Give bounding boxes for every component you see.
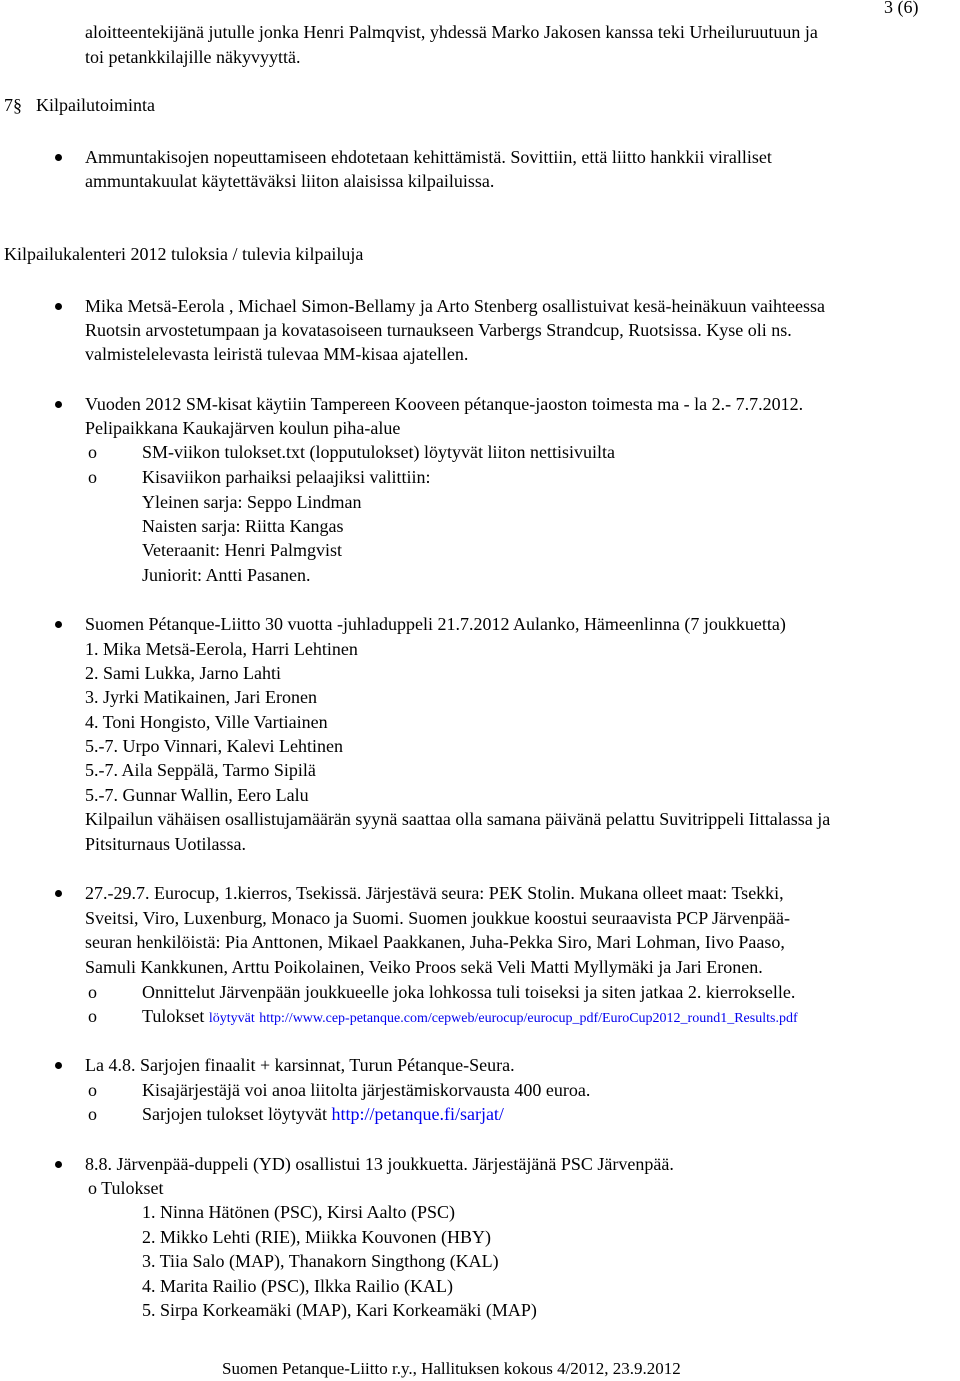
item4-sub1: Onnittelut Järvenpään joukkueelle joka lohkossa tuli toiseksi ja siten jatkaa 2. kierrokselle. [142, 982, 796, 1002]
sarjat-results-link[interactable]: http://petanque.fi/sarjat/ [331, 1104, 504, 1124]
section-number: 7§ [4, 95, 22, 115]
result-line: 4. Marita Railio (PSC), Ilkka Railio (KAL) [142, 1276, 453, 1296]
intro-line-1: aloitteentekijänä jutulle jonka Henri Palmqvist, yhdessä Marko Jakosen kanssa teki Urheiluruutuun ja [85, 22, 818, 42]
bullet-icon [55, 890, 62, 897]
footer: Suomen Petanque-Liitto r.y., Hallituksen kokous 4/2012, 23.9.2012 [222, 1359, 681, 1378]
item3-line: 5.-7. Gunnar Wallin, Eero Lalu [85, 785, 309, 805]
item6-sub: o Tulokset [88, 1178, 164, 1198]
item5-sub2 [142, 1102, 504, 1126]
bullet-icon [55, 303, 62, 310]
sub-bullet-icon: o [88, 1080, 97, 1100]
sub-bullet-icon: o [88, 467, 97, 487]
item1-line: Mika Metsä-Eerola , Michael Simon-Bellamy ja Arto Stenberg osallistuivat kesä-heinäkuun vaihteessa [85, 296, 825, 316]
item4-line: Samuli Kankkunen, Arttu Poikolainen, Veiko Proos sekä Veli Matti Myllymäki ja Jari Eronen. [85, 957, 763, 977]
item3-line: Suomen Pétanque-Liitto 30 vuotta -juhladuppeli 21.7.2012 Aulanko, Hämeenlinna (7 joukkuetta) [85, 614, 786, 634]
bullet-icon [55, 621, 62, 628]
item1-line: valmistelelevasta leiristä tulevaa MM-kisaa ajatellen. [85, 344, 469, 364]
sub-bullet-icon: o [88, 442, 97, 462]
item3-line: 3. Jyrki Matikainen, Jari Eronen [85, 687, 317, 707]
results-label: Tulokset [142, 1006, 205, 1026]
winner-line: Naisten sarja: Riitta Kangas [142, 516, 344, 536]
item6-line: 8.8. Järvenpää-duppeli (YD) osallistui 13 joukkuetta. Järjestäjänä PSC Järvenpää. [85, 1154, 674, 1174]
item3-line: Kilpailun vähäisen osallistujamäärän syynä saattaa olla samana päivänä pelattu Suvitrippeli Iittalassa ja [85, 809, 831, 829]
item1-line: Ruotsin arvostetumpaan ja kovatasoiseen turnaukseen Varbergs Strandcup, Ruotsissa. Kyse oli ns. [85, 320, 792, 340]
item2-sub2: Kisaviikon parhaiksi pelaajiksi valittiin: [142, 467, 431, 487]
winner-line: Veteraanit: Henri Palmgvist [142, 540, 342, 560]
item2-line: Vuoden 2012 SM-kisat käytiin Tampereen Kooveen pétanque-jaoston toimesta ma - la 2.- 7.7.2012. [85, 394, 804, 414]
item4-line: 27.-29.7. Eurocup, 1.kierros, Tsekissä. Järjestävä seura: PEK Stolin. Mukana olleet maat: Tsekki, [85, 883, 784, 903]
sub-bullet-icon: o [88, 1104, 97, 1124]
result-line: 1. Ninna Hätönen (PSC), Kirsi Aalto (PSC) [142, 1202, 455, 1222]
bullet-icon [55, 1062, 62, 1069]
item5-sub1: Kisajärjestäjä voi anoa liitolta järjestämiskorvausta 400 euroa. [142, 1080, 591, 1100]
section-title: Kilpailutoiminta [36, 95, 155, 115]
item3-line: 1. Mika Metsä-Eerola, Harri Lehtinen [85, 639, 358, 659]
item5-line: La 4.8. Sarjojen finaalit + karsinnat, Turun Pétanque-Seura. [85, 1055, 515, 1075]
result-line: 2. Mikko Lehti (RIE), Miikka Kouvonen (HBY) [142, 1227, 491, 1247]
item4-line: seuran henkilöistä: Pia Anttonen, Mikael Paakkanen, Juha-Pekka Siro, Mari Lohman, Iivo Paaso, [85, 932, 785, 952]
bullet-icon [55, 401, 62, 408]
calendar-heading: Kilpailukalenteri 2012 tuloksia / tulevia kilpailuja [4, 244, 364, 264]
item3-line: 5.-7. Aila Seppälä, Tarmo Sipilä [85, 760, 316, 780]
intro-line-2: toi petankkilajille näkyvyyttä. [85, 47, 301, 67]
link-prefix[interactable]: löytyvät [208, 1011, 255, 1026]
item4-sub2 [142, 1004, 798, 1031]
bullet-icon [55, 154, 62, 161]
sub-bullet-icon: o [88, 982, 97, 1002]
winner-line: Juniorit: Antti Pasanen. [142, 565, 311, 585]
section7-bullet-line-1: Ammuntakisojen nopeuttamiseen ehdotetaan kehittämistä. Sovittiin, että liitto hankkii viralliset [85, 147, 772, 167]
item4-line: Sveitsi, Viro, Luxenburg, Monaco ja Suomi. Suomen joukkue koostui seuraavista PCP Järvenpää- [85, 908, 791, 928]
item3-line: 2. Sami Lukka, Jarno Lahti [85, 663, 281, 683]
result-line: 3. Tiia Salo (MAP), Thanakorn Singthong (KAL) [142, 1251, 499, 1271]
results-text: Sarjojen tulokset löytyvät [142, 1104, 327, 1124]
item3-line: 5.-7. Urpo Vinnari, Kalevi Lehtinen [85, 736, 344, 756]
section7-bullet-line-2: ammuntakuulat käytettäväksi liiton alaisissa kilpailuissa. [85, 171, 495, 191]
result-line: 5. Sirpa Korkeamäki (MAP), Kari Korkeamäki (MAP) [142, 1300, 537, 1320]
winner-line: Yleinen sarja: Seppo Lindman [142, 492, 362, 512]
item3-line: 4. Toni Hongisto, Ville Vartiainen [85, 712, 328, 732]
item2-line: Pelipaikkana Kaukajärven koulun piha-alue [85, 418, 401, 438]
bullet-icon [55, 1161, 62, 1168]
item2-sub1: SM-viikon tulokset.txt (lopputulokset) löytyvät liiton nettisivuilta [142, 442, 615, 462]
page-number: 3 (6) [884, 0, 919, 17]
eurocup-results-link[interactable]: http://www.cep-petanque.com/cepweb/eurocup/eurocup_pdf/EuroCup2012_round1_Results.pdf [259, 1011, 798, 1026]
sub-bullet-icon: o [88, 1006, 97, 1026]
item3-line: Pitsiturnaus Uotilassa. [85, 834, 246, 854]
